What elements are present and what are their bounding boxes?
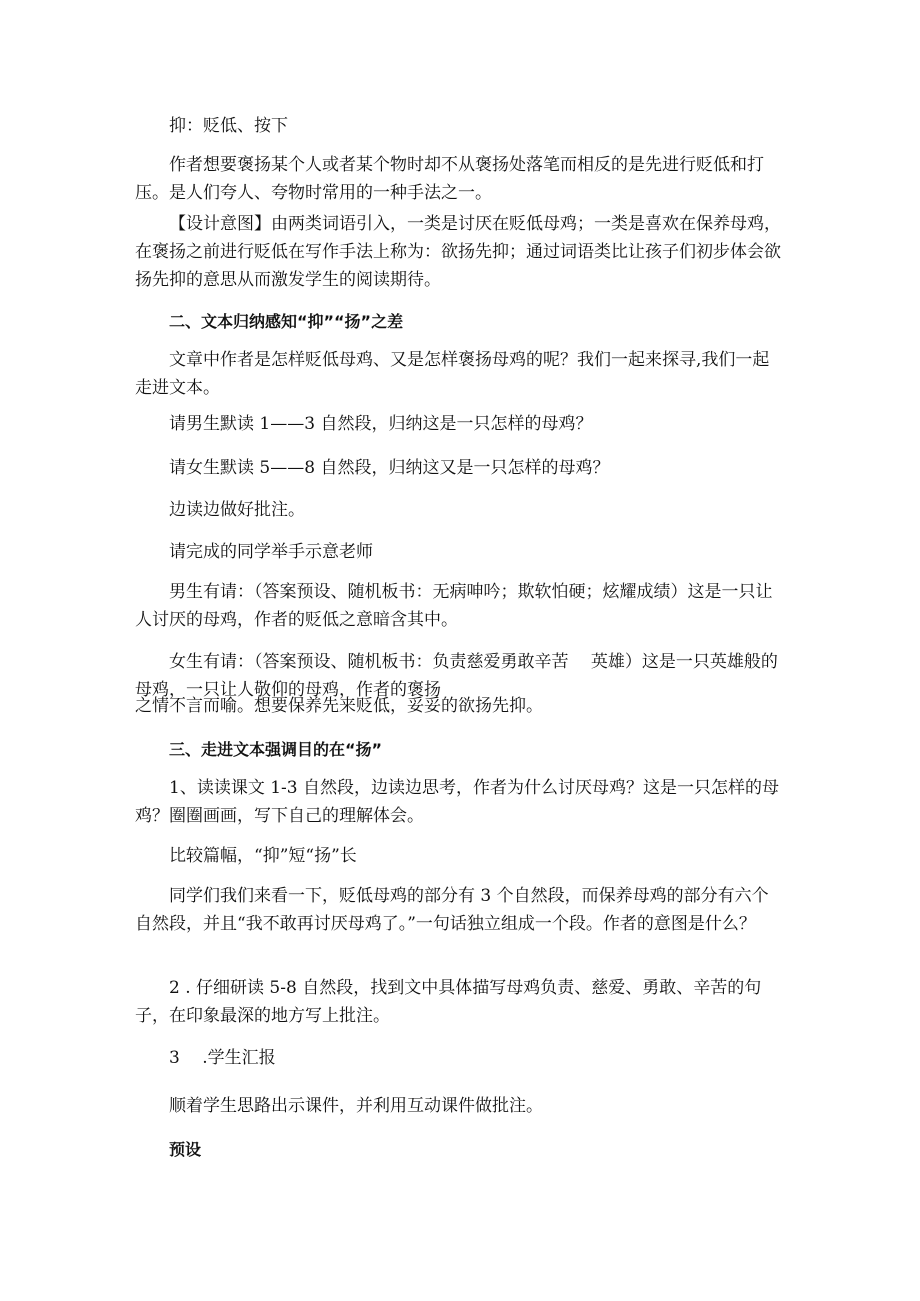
paragraph-task-3: 3 .学生汇报 (169, 1048, 276, 1068)
paragraph-explanation: 作者想要褒扬某个人或者某个物时却不从褒扬处落笔而相反的是先进行贬低和打压。是人们夸人、夸物时常用的一种手法之一。 (135, 155, 764, 203)
paragraph-girls-answer-cont: 之情不言而喻。想要保养先来贬低，妥妥的欲扬先抑。 (135, 696, 543, 716)
section-heading-3: 三、走进文本强调目的在“扬” (169, 740, 383, 759)
paragraph-compare: 比较篇幅，“抑”短“扬”长 (169, 846, 357, 866)
paragraph-task-2: 2 . 仔细研读 5-8 自然段，找到文中具体描写母鸡负责、慈爱、勇敢、辛苦的句子，在印象最深的地方写上批注。 (135, 978, 762, 1026)
paragraph-intro-text: 文章中作者是怎样贬低母鸡、又是怎样褒扬母鸡的呢？我们一起来探寻,我们一起走进文本。 (135, 350, 770, 398)
paragraph-task-1: 1、读读课文 1-3 自然段，边读边思考，作者为什么讨厌母鸡？这是一只怎样的母鸡？圈圈画画，写下自己的理解体会。 (135, 778, 779, 826)
paragraph-girls-read: 请女生默读 5——8 自然段，归纳这又是一只怎样的母鸡？ (169, 458, 610, 478)
paragraph-paragraph-count: 同学们我们来看一下，贬低母鸡的部分有 3 个自然段，而保养母鸡的部分有六个自然段，并且“我不敢再讨厌母鸡了。”一句话独立组成一个段。作者的意图是什么？ (135, 886, 769, 934)
paragraph-annotate: 边读边做好批注。 (169, 500, 305, 520)
paragraph-preset-heading: 预设 (169, 1140, 202, 1159)
paragraph-boys-answer: 男生有请：（答案预设、随机板书：无病呻吟；欺软怕硬；炫耀成绩）这是一只让人讨厌的母鸡，作者的贬低之意暗含其中。 (135, 582, 773, 630)
paragraph-girls-answer: 女生有请：（答案预设、随机板书：负责慈爱勇敢辛苦 英雄）这是一只英雄般的母鸡，一只让人敬仰的母鸡，作者的褒扬 (135, 652, 778, 700)
paragraph-courseware: 顺着学生思路出示课件，并利用互动课件做批注。 (169, 1096, 543, 1116)
paragraph-design-intent: 【设计意图】由两类词语引入，一类是讨厌在贬低母鸡；一类是喜欢在保养母鸡，在褒扬之前进行贬低在写作手法上称为：欲扬先抑；通过词语类比让孩子们初步体会欲扬先抑的意思从而激发学生的阅读期待。 (135, 214, 781, 290)
paragraph-boys-read: 请男生默读 1——3 自然段，归纳这是一只怎样的母鸡？ (169, 414, 593, 434)
paragraph-raise-hand: 请完成的同学举手示意老师 (169, 542, 373, 562)
section-heading-2: 二、文本归纳感知“抑”“扬”之差 (169, 312, 404, 331)
paragraph-definition: 抑：贬低、按下 (169, 116, 288, 136)
